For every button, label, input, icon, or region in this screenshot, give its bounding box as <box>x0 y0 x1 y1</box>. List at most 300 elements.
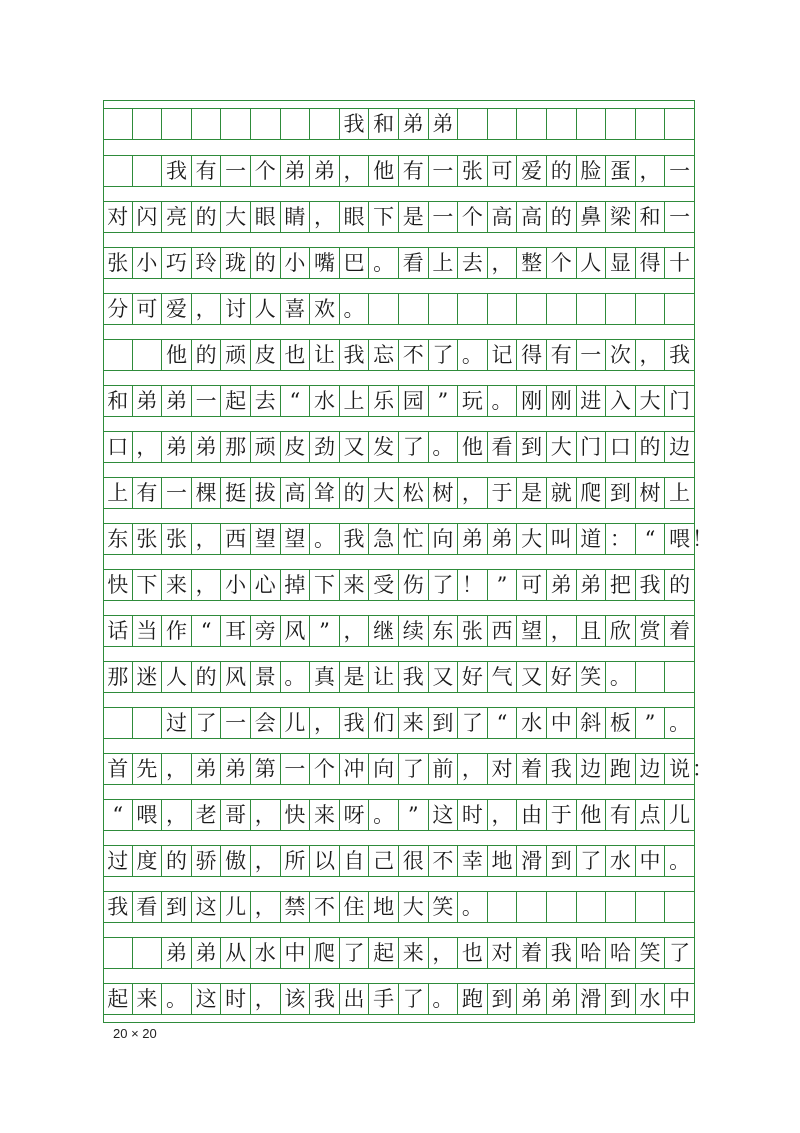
grid-cell: 的 <box>547 201 577 233</box>
grid-cell: 东 <box>429 615 459 647</box>
grid-cell: 。 <box>665 845 695 877</box>
grid-cell: 滑 <box>517 845 547 877</box>
grid-cell: ， <box>636 339 666 371</box>
grid-cell: 好 <box>458 661 488 693</box>
grid-row <box>103 247 695 279</box>
grid-cell: 第 <box>251 753 281 785</box>
grid-cell: 对 <box>103 201 133 233</box>
grid-cell: 巧 <box>162 247 192 279</box>
grid-cell: 大 <box>221 201 251 233</box>
grid-cell: 真 <box>310 661 340 693</box>
grid-cell: 说 <box>665 753 695 785</box>
grid-cell: 气 <box>488 661 518 693</box>
grid-cell <box>103 707 133 739</box>
grid-cell: 我 <box>340 523 370 555</box>
grid-cell: 赏 <box>636 615 666 647</box>
grid-cell: 点 <box>636 799 666 831</box>
grid-cell: 次 <box>606 339 636 371</box>
grid-cell: 闪 <box>133 201 163 233</box>
grid-cell: 了 <box>192 707 222 739</box>
grid-cell: 是 <box>399 201 429 233</box>
grid-cell: 口 <box>606 431 636 463</box>
grid-cell: 这 <box>192 891 222 923</box>
grid-cell: 所 <box>281 845 311 877</box>
grid-cell: 以 <box>310 845 340 877</box>
grid-cell: 会 <box>251 707 281 739</box>
grid-cell: 鼻 <box>577 201 607 233</box>
grid-cell: 地 <box>369 891 399 923</box>
grid-cell: 。 <box>310 523 340 555</box>
grid-cell <box>665 661 695 693</box>
grid-cell: 于 <box>488 477 518 509</box>
grid-cell: 上 <box>429 247 459 279</box>
grid-row <box>103 799 695 831</box>
grid-row <box>103 845 695 877</box>
grid-cell: 得 <box>636 247 666 279</box>
grid-cell: ！ <box>458 569 488 601</box>
grid-row <box>103 707 695 739</box>
grid-cell: 的 <box>636 431 666 463</box>
grid-cell: 冲 <box>340 753 370 785</box>
composition-grid-paper <box>103 100 713 1023</box>
grid-cell: 松 <box>399 477 429 509</box>
grid-cell: 西 <box>221 523 251 555</box>
grid-cell: 这 <box>192 983 222 1015</box>
grid-cell: 就 <box>547 477 577 509</box>
grid-cell <box>103 339 133 371</box>
grid-cell: 玲 <box>192 247 222 279</box>
grid-cell: 来 <box>310 799 340 831</box>
grid-cell: ， <box>310 707 340 739</box>
grid-cell: 边 <box>577 753 607 785</box>
grid-cell: 骄 <box>192 845 222 877</box>
grid-cell: 发 <box>369 431 399 463</box>
grid-cell: 的 <box>340 477 370 509</box>
grid-cell: 作 <box>162 615 192 647</box>
grid-cell <box>133 108 163 140</box>
grid-cell <box>281 108 311 140</box>
grid-cell: ， <box>251 799 281 831</box>
grid-cell: 了 <box>399 431 429 463</box>
grid-cell: 可 <box>517 569 547 601</box>
grid-row <box>103 615 695 647</box>
grid-cell: 一 <box>162 477 192 509</box>
grid-cell: 也 <box>458 937 488 969</box>
grid-cell <box>399 293 429 325</box>
grid-cell: 水 <box>310 385 340 417</box>
grid-cell: 。 <box>162 983 192 1015</box>
grid-cell: ， <box>251 983 281 1015</box>
grid-cell: 手 <box>369 983 399 1015</box>
grid-cell: ， <box>547 615 577 647</box>
grid-cell: 。 <box>606 661 636 693</box>
grid-cell: 跑 <box>606 753 636 785</box>
grid-cell <box>221 108 251 140</box>
grid-cell: “ <box>636 523 666 555</box>
grid-cell: 己 <box>369 845 399 877</box>
grid-cell <box>547 293 577 325</box>
grid-row <box>103 201 695 233</box>
grid-cell: 且 <box>577 615 607 647</box>
grid-cell: 跑 <box>458 983 488 1015</box>
grid-cell: 眼 <box>340 201 370 233</box>
grid-cell: 梁 <box>606 201 636 233</box>
grid-cell: 一 <box>281 753 311 785</box>
grid-cell: 我 <box>665 339 695 371</box>
grid-cell: 弟 <box>399 108 429 140</box>
grid-cell: 话 <box>103 615 133 647</box>
grid-cell: 风 <box>281 615 311 647</box>
grid-cell: 着 <box>517 937 547 969</box>
grid-cell: ” <box>399 799 429 831</box>
grid-cell <box>103 155 133 187</box>
grid-cell: 过 <box>103 845 133 877</box>
grid-cell: 有 <box>192 155 222 187</box>
grid-cell: 他 <box>458 431 488 463</box>
grid-cell: 树 <box>636 477 666 509</box>
grid-cell: 大 <box>369 477 399 509</box>
grid-cell: 是 <box>517 477 547 509</box>
grid-cell: ， <box>310 201 340 233</box>
grid-cell: 爱 <box>517 155 547 187</box>
grid-cell: 幸 <box>458 845 488 877</box>
grid-cell: 道 <box>577 523 607 555</box>
grid-cell: 。 <box>488 385 518 417</box>
grid-cell: 一 <box>221 155 251 187</box>
grid-cell: 可 <box>133 293 163 325</box>
grid-size-label: 20 × 20 <box>113 1026 157 1041</box>
grid-cell: 傲 <box>221 845 251 877</box>
grid-row <box>103 983 695 1015</box>
grid-cell: 儿 <box>221 891 251 923</box>
grid-cell: 继 <box>369 615 399 647</box>
grid-cell: 向 <box>369 753 399 785</box>
grid-cell <box>636 293 666 325</box>
grid-cell: 弟 <box>547 983 577 1015</box>
grid-cell: 我 <box>399 661 429 693</box>
grid-cell: 着 <box>517 753 547 785</box>
grid-cell: 进 <box>577 385 607 417</box>
grid-cell <box>133 937 163 969</box>
grid-cell: 弟 <box>192 753 222 785</box>
grid-cell: 风 <box>221 661 251 693</box>
grid-cell: 去 <box>251 385 281 417</box>
grid-cell: 是 <box>340 661 370 693</box>
grid-cell: 刚 <box>517 385 547 417</box>
grid-cell: 自 <box>340 845 370 877</box>
grid-cell: 一 <box>577 339 607 371</box>
grid-cell: 我 <box>340 339 370 371</box>
grid-cell: 水 <box>606 845 636 877</box>
grid-cell: 可 <box>488 155 518 187</box>
grid-cell: 忙 <box>399 523 429 555</box>
grid-cell: ” <box>310 615 340 647</box>
grid-cell: 来 <box>133 983 163 1015</box>
grid-cell: 到 <box>517 431 547 463</box>
grid-cell: 讨 <box>221 293 251 325</box>
grid-cell: ， <box>636 155 666 187</box>
grid-cell: 从 <box>221 937 251 969</box>
grid-row <box>103 155 695 187</box>
grid-cell: 。 <box>429 431 459 463</box>
grid-cell: 园 <box>399 385 429 417</box>
grid-cell: 又 <box>429 661 459 693</box>
grid-cell: 高 <box>517 201 547 233</box>
grid-cell: 下 <box>310 569 340 601</box>
grid-cell: 了 <box>458 707 488 739</box>
grid-cell: 人 <box>251 293 281 325</box>
grid-cell: 儿 <box>665 799 695 831</box>
grid-cell: 来 <box>399 707 429 739</box>
grid-cell: 爱 <box>162 293 192 325</box>
grid-cell: 弟 <box>192 431 222 463</box>
grid-row <box>103 523 695 555</box>
grid-cell: 水 <box>251 937 281 969</box>
grid-cell: 嘴 <box>310 247 340 279</box>
grid-cell: ， <box>133 431 163 463</box>
grid-cell: 那 <box>103 661 133 693</box>
grid-cell: 受 <box>369 569 399 601</box>
grid-cell: 度 <box>133 845 163 877</box>
grid-cell: 显 <box>606 247 636 279</box>
grid-cell: 首 <box>103 753 133 785</box>
grid-cell: 张 <box>458 155 488 187</box>
grid-cell: 急 <box>369 523 399 555</box>
grid-cell: 的 <box>547 155 577 187</box>
overflow-punctuation: ： <box>692 757 713 781</box>
grid-cell: 一 <box>429 155 459 187</box>
grid-cell: 弟 <box>133 385 163 417</box>
grid-cell: 了 <box>399 983 429 1015</box>
grid-cell: 张 <box>103 247 133 279</box>
grid-cell: 蛋 <box>606 155 636 187</box>
grid-cell: 了 <box>429 339 459 371</box>
grid-cell: 对 <box>488 753 518 785</box>
grid-cell: 有 <box>399 155 429 187</box>
grid-cell: 爬 <box>310 937 340 969</box>
grid-cell: 中 <box>547 707 577 739</box>
grid-cell: 门 <box>577 431 607 463</box>
grid-cell: 下 <box>369 201 399 233</box>
grid-cell: 皮 <box>281 431 311 463</box>
grid-cell: 来 <box>162 569 192 601</box>
grid-cell <box>547 108 577 140</box>
grid-cell: 到 <box>488 983 518 1015</box>
grid-cell: 老 <box>192 799 222 831</box>
grid-cell: 刚 <box>547 385 577 417</box>
grid-cell: 不 <box>310 891 340 923</box>
grid-cell: 着 <box>665 615 695 647</box>
grid-cell: 到 <box>547 845 577 877</box>
grid-cell: 。 <box>281 661 311 693</box>
grid-cell <box>103 108 133 140</box>
grid-cell: 人 <box>162 661 192 693</box>
grid-cell: 顽 <box>251 431 281 463</box>
grid-cell: 中 <box>665 983 695 1015</box>
grid-cell: 又 <box>517 661 547 693</box>
grid-cell <box>636 108 666 140</box>
grid-cell: 口 <box>103 431 133 463</box>
grid-cell: ， <box>429 937 459 969</box>
grid-cell: 一 <box>665 201 695 233</box>
grid-cell: 看 <box>399 247 429 279</box>
grid-cell: 呀 <box>340 799 370 831</box>
grid-cell: 。 <box>340 293 370 325</box>
grid-cell: 了 <box>577 845 607 877</box>
grid-cell: 有 <box>133 477 163 509</box>
grid-row <box>103 385 695 417</box>
grid-cell: 斜 <box>577 707 607 739</box>
grid-cell: 的 <box>665 569 695 601</box>
grid-cell: 弟 <box>517 983 547 1015</box>
grid-cell: 于 <box>547 799 577 831</box>
grid-cell: 东 <box>103 523 133 555</box>
grid-cell <box>458 293 488 325</box>
grid-cell: 整 <box>517 247 547 279</box>
grid-cell: 脸 <box>577 155 607 187</box>
grid-cell: 的 <box>251 247 281 279</box>
grid-cell: 个 <box>547 247 577 279</box>
grid-cell: 滑 <box>577 983 607 1015</box>
grid-cell: 哥 <box>221 799 251 831</box>
grid-cell <box>577 293 607 325</box>
grid-cell: 的 <box>162 845 192 877</box>
grid-cell <box>636 891 666 923</box>
grid-cell: 得 <box>517 339 547 371</box>
grid-cell: 十 <box>665 247 695 279</box>
grid-cell: 弟 <box>547 569 577 601</box>
grid-cell: 弟 <box>162 385 192 417</box>
grid-cell: 让 <box>310 339 340 371</box>
grid-cell <box>606 293 636 325</box>
grid-cell: 入 <box>606 385 636 417</box>
grid-cell: 挺 <box>221 477 251 509</box>
grid-cell <box>665 891 695 923</box>
grid-cell: 他 <box>369 155 399 187</box>
grid-cell: 到 <box>429 707 459 739</box>
grid-cell: 个 <box>458 201 488 233</box>
grid-cell: 起 <box>369 937 399 969</box>
grid-cell <box>133 707 163 739</box>
grid-cell: 和 <box>103 385 133 417</box>
grid-cell: 喂 <box>665 523 695 555</box>
grid-cell: ， <box>340 155 370 187</box>
grid-cell <box>458 108 488 140</box>
grid-cell: 向 <box>429 523 459 555</box>
grid-cell <box>369 293 399 325</box>
grid-cell <box>606 108 636 140</box>
grid-cell: 笑 <box>577 661 607 693</box>
grid-cell: 巴 <box>340 247 370 279</box>
grid-cell: 我 <box>103 891 133 923</box>
grid-cell: 张 <box>133 523 163 555</box>
grid-cell: 去 <box>458 247 488 279</box>
grid-cell: “ <box>192 615 222 647</box>
grid-cell: 珑 <box>221 247 251 279</box>
grid-row <box>103 569 695 601</box>
grid-cell: 弟 <box>221 753 251 785</box>
grid-cell: 对 <box>488 937 518 969</box>
grid-row <box>103 937 695 969</box>
grid-cell: 一 <box>665 155 695 187</box>
grid-cell: 续 <box>399 615 429 647</box>
grid-cell: 喜 <box>281 293 311 325</box>
grid-cell: “ <box>488 707 518 739</box>
grid-cell: ： <box>606 523 636 555</box>
grid-cell: 我 <box>636 569 666 601</box>
grid-cell: 欣 <box>606 615 636 647</box>
grid-cell: 起 <box>221 385 251 417</box>
grid-cell: 。 <box>665 707 695 739</box>
grid-cell: 时 <box>221 983 251 1015</box>
grid-cell: 眼 <box>251 201 281 233</box>
grid-cell: 欢 <box>310 293 340 325</box>
grid-cell: 到 <box>162 891 192 923</box>
grid-cell: 的 <box>192 201 222 233</box>
grid-cell: 一 <box>192 385 222 417</box>
grid-cell: 分 <box>103 293 133 325</box>
grid-cell: ” <box>429 385 459 417</box>
grid-row <box>103 661 695 693</box>
grid-cell: 先 <box>133 753 163 785</box>
grid-cell: 小 <box>133 247 163 279</box>
overflow-punctuation: ！ <box>692 527 713 551</box>
grid-cell: 儿 <box>281 707 311 739</box>
grid-cell: 皮 <box>251 339 281 371</box>
grid-cell: ， <box>162 753 192 785</box>
grid-cell: 我 <box>310 983 340 1015</box>
grid-cell: 由 <box>517 799 547 831</box>
grid-cell: ， <box>251 891 281 923</box>
grid-cell <box>665 293 695 325</box>
grid-cell <box>577 891 607 923</box>
grid-cell: 住 <box>340 891 370 923</box>
grid-cell: 喂 <box>133 799 163 831</box>
grid-cell: 了 <box>665 937 695 969</box>
grid-cell: 们 <box>369 707 399 739</box>
grid-cell: 上 <box>665 477 695 509</box>
grid-cell: 旁 <box>251 615 281 647</box>
grid-row <box>103 108 695 140</box>
grid-cell: 和 <box>636 201 666 233</box>
grid-cell: 很 <box>399 845 429 877</box>
grid-cell: 来 <box>399 937 429 969</box>
grid-cell: 不 <box>399 339 429 371</box>
grid-cell: 个 <box>251 155 281 187</box>
grid-cell: 亮 <box>162 201 192 233</box>
grid-cell: 中 <box>281 937 311 969</box>
grid-cell <box>162 108 192 140</box>
grid-cell: 让 <box>369 661 399 693</box>
grid-cell <box>251 108 281 140</box>
grid-cell: 伤 <box>399 569 429 601</box>
grid-row <box>103 339 695 371</box>
grid-cell: 弟 <box>577 569 607 601</box>
grid-cell: 看 <box>133 891 163 923</box>
grid-cell: 弟 <box>488 523 518 555</box>
grid-row <box>103 431 695 463</box>
grid-cell <box>133 155 163 187</box>
grid-cell: 那 <box>221 431 251 463</box>
grid-cell: 把 <box>606 569 636 601</box>
grid-cell: 笑 <box>429 891 459 923</box>
grid-cell: 心 <box>251 569 281 601</box>
grid-cell: 上 <box>340 385 370 417</box>
grid-cell: ， <box>251 845 281 877</box>
grid-cell: 弟 <box>162 431 192 463</box>
grid-cell: 边 <box>636 753 666 785</box>
grid-cell: 的 <box>192 661 222 693</box>
